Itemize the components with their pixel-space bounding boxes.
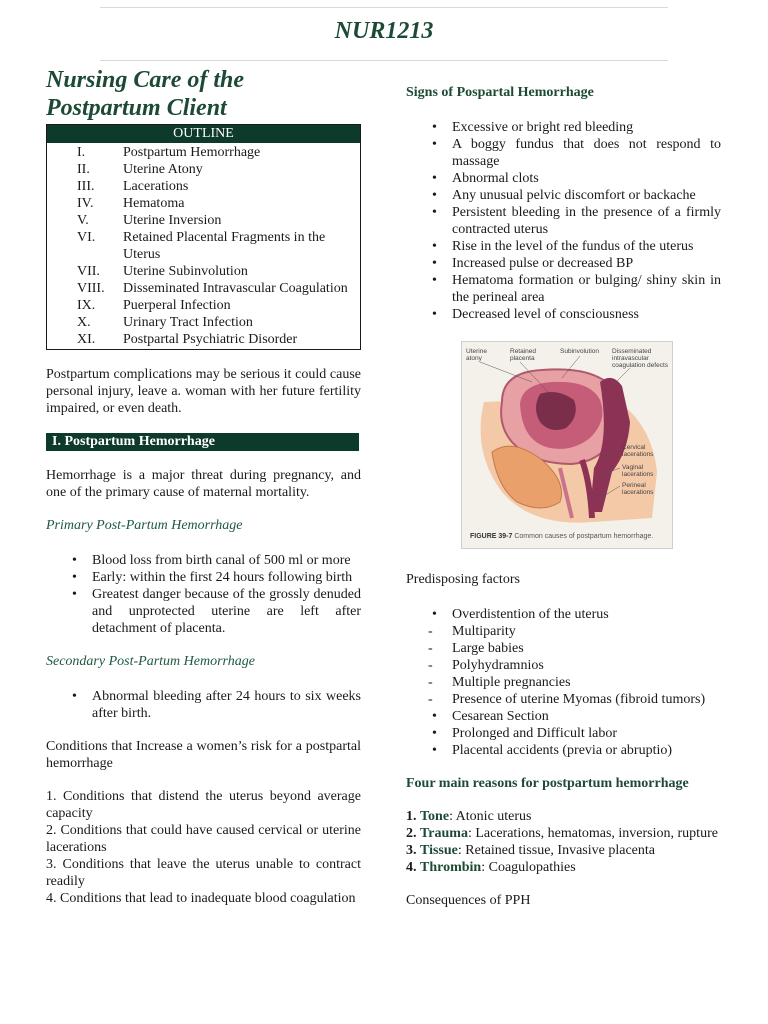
signs-heading: Signs of Pospartal Hemorrhage [406,85,594,100]
outline-list [47,143,360,349]
reason-key: Tissue [420,843,458,858]
reason-text: : Atonic uterus [449,809,532,824]
condition-item: 4. Conditions that lead to inadequate blood coagulation [46,891,356,906]
outline-number: VII. [77,264,100,279]
outline-item [47,178,360,195]
reason-text: : Coagulopathies [481,860,576,875]
outline-item [47,161,360,178]
condition-item: 2. Conditions that could have caused cervical or uterine lacerations [46,823,361,855]
reasons-list [406,808,721,876]
reason-text: : Lacerations, hematomas, inversion, rupture [467,826,718,841]
list-item: • A boggy fundus that does not respond to massage [406,136,721,170]
outline-text: Postpartum Hemorrhage [123,145,261,160]
reason-number: 3. [406,843,417,858]
title-rule [100,60,668,61]
reason-number: 1. [406,809,417,824]
figure-caption-text: Common causes of postpartum hemorrhage. [514,533,654,540]
outline-item [47,229,360,263]
label-dic: Disseminated intravascular coagulation defects [612,348,669,369]
figure-number: FIGURE 39-7 [470,533,513,540]
list-item: • Greatest danger because of the grossly denuded and unprotected uterine are left after detachment of placenta. [46,586,361,637]
outline-heading: OUTLINE [47,125,360,143]
reason-key: Thrombin [420,860,482,875]
pph-definition: Hemorrhage is a major threat during pregnancy, and one of the primary cause of maternal mortality. [46,468,361,500]
list-item: • Abnormal clots [406,170,721,187]
condition-item: 3. Conditions that leave the uterus unable to contract readily [46,857,361,889]
outline-item [47,263,360,280]
list-item: • Excessive or bright red bleeding [406,119,721,136]
title-line-1: Nursing Care of the [46,67,245,93]
list-item: • Rise in the level of the fundus of the uterus [406,238,721,255]
label-retained-placenta: Retained placenta [510,348,537,362]
conditions-intro: Conditions that Increase a women’s risk for a postpartal hemorrhage [46,739,361,771]
outline-number: X. [77,315,91,330]
list-item: - Large babies [406,640,721,657]
reason-item [406,825,721,842]
outline-item [47,280,360,297]
list-item: • Blood loss from birth canal of 500 ml or more [46,552,361,569]
outline-number: VIII. [77,281,105,296]
outline-text: Hematoma [123,196,185,211]
list-item: • Early: within the first 24 hours following birth [46,569,361,586]
list-item: • Placental accidents (previa or abruptio) [406,742,721,759]
label-uterine-atony: Uterine atony [466,348,487,362]
outline-item [47,314,360,331]
outline-number: XI. [77,332,96,347]
outline-text: Uterine Subinvolution [123,264,248,279]
list-item: - Multiple pregnancies [406,674,721,691]
label-cervical: Cervical lacerations [622,444,654,458]
condition-item: 1. Conditions that distend the uterus beyond average capacity [46,789,361,821]
title-line-2: Postpartum Client [46,95,227,121]
section-heading-pph: I. Postpartum Hemorrhage [46,433,359,451]
reason-key: Tone [420,809,450,824]
primary-pph-heading: Primary Post-Partum Hemorrhage [46,518,243,533]
outline-number: I. [77,145,86,160]
list-item: • Decreased level of consciousness [406,306,721,323]
primary-pph-list [46,552,361,637]
outline-number: VI. [77,230,96,245]
outline-text: Lacerations [123,179,189,194]
outline-item [47,331,360,348]
outline-box [46,124,361,350]
outline-number: IV. [77,196,94,211]
list-item: - Polyhydramnios [406,657,721,674]
figure-caption [470,533,653,540]
predisposing-list [406,606,721,759]
list-item: • Hematoma formation or bulging/ shiny skin in the perineal area [406,272,721,306]
predisposing-heading: Predisposing factors [406,572,520,587]
reason-text: : Retained tissue, Invasive placenta [457,843,655,858]
reason-item [406,859,721,876]
reason-item [406,842,721,859]
left-column [46,66,361,907]
pph-causes-figure [461,341,673,549]
outline-number: II. [77,162,90,177]
list-item: • Overdistention of the uterus [406,606,721,623]
page-title [46,66,361,122]
outline-item [47,195,360,212]
secondary-pph-list [46,688,361,722]
outline-text: Puerperal Infection [123,298,231,313]
conditions-list [46,788,361,907]
list-item: • Increased pulse or decreased BP [406,255,721,272]
outline-item [47,144,360,161]
reasons-heading: Four main reasons for postpartum hemorrhage [406,776,689,791]
list-item: - Multiparity [406,623,721,640]
outline-text: Retained Placental Fragments in the Uterus [123,230,326,262]
course-code: NUR1213 [334,18,434,44]
top-rule [100,7,668,8]
outline-text: Urinary Tract Infection [123,315,253,330]
outline-text: Uterine Atony [123,162,203,177]
right-column [406,84,721,909]
list-item: • Persistent bleeding in the presence of a firmly contracted uterus [406,204,721,238]
reason-number: 4. [406,860,417,875]
consequences-heading: Consequences of PPH [406,893,531,908]
signs-list [406,119,721,323]
list-item: - Presence of uterine Myomas (fibroid tumors) [406,691,721,708]
outline-text: Disseminated Intravascular Coagulation [123,281,348,296]
intro-paragraph: Postpartum complications may be serious it could cause personal injury, leave a. woman with her future fertility impaired, or even death. [46,367,361,416]
list-item: • Any unusual pelvic discomfort or backache [406,187,721,204]
outline-item [47,212,360,229]
label-subinvolution: Subinvolution [560,348,600,355]
reason-key: Trauma [420,826,468,841]
outline-number: III. [77,179,95,194]
list-item: • Prolonged and Difficult labor [406,725,721,742]
outline-text: Postpartal Psychiatric Disorder [123,332,298,347]
reason-number: 2. [406,826,417,841]
outline-number: V. [77,213,89,228]
outline-number: IX. [77,298,96,313]
label-perineal: Perineal lacerations [622,482,654,496]
reason-item [406,808,721,825]
secondary-pph-heading: Secondary Post-Partum Hemorrhage [46,654,255,669]
label-vaginal: Vaginal lacerations [622,464,654,478]
outline-text: Uterine Inversion [123,213,222,228]
outline-item [47,297,360,314]
list-item: • Cesarean Section [406,708,721,725]
list-item: • Abnormal bleeding after 24 hours to six weeks after birth. [46,688,361,722]
